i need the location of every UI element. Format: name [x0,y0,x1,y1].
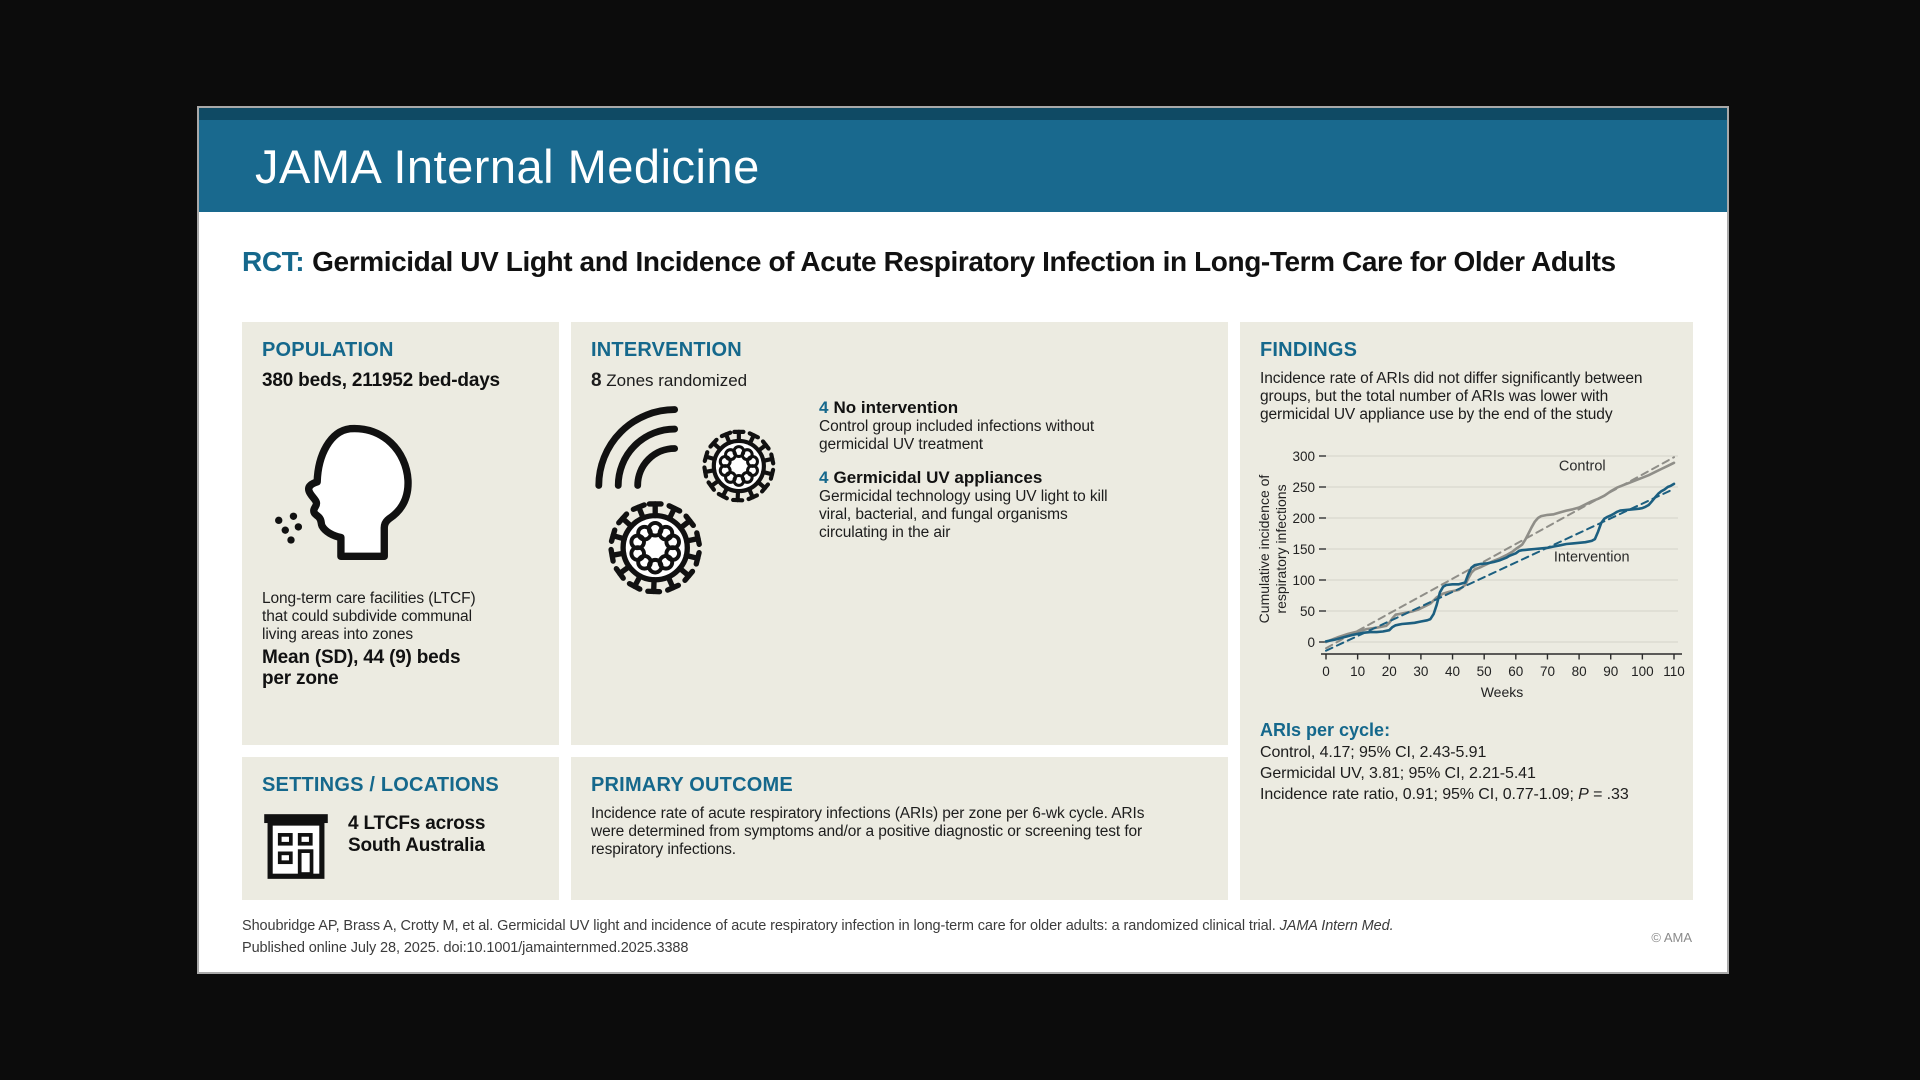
svg-text:150: 150 [1292,541,1315,557]
svg-text:Intervention: Intervention [1553,549,1630,566]
svg-text:40: 40 [1445,663,1461,679]
aris-germicidal: Germicidal UV, 3.81; 95% CI, 2.21-5.41 [1260,764,1536,782]
population-heading: POPULATION [262,339,394,361]
population-description: Long-term care facilities (LTCF) that could subdivide communal living areas into zones [262,590,476,643]
svg-text:80: 80 [1571,663,1587,679]
intervention-heading: INTERVENTION [591,339,742,361]
findings-heading: FINDINGS [1260,339,1358,361]
head-silhouette-exhaling-icon [264,402,539,588]
svg-text:50: 50 [1299,603,1315,619]
settings-stat-line2: South Australia [348,834,485,856]
uv-waves-icon [599,410,675,486]
population-panel [242,322,559,745]
citation-text: Shoubridge AP, Brass A, Crotty M, et al. Germicidal UV light and incidence of acute respiratory infection in long-term care for older adults: a randomized clinical trial. [242,918,1280,934]
svg-text:0: 0 [1322,663,1330,679]
virus-icon-small [704,432,773,500]
article-title [242,246,1684,278]
arm-no-intervention [819,398,1109,454]
citation-journal: JAMA Intern Med. [1279,918,1394,934]
intervention-panel [571,322,1228,745]
citation-doi: Published online July 28, 2025. doi:10.1001/jamainternmed.2025.3388 [242,939,689,956]
svg-text:respiratory infections: respiratory infections [1273,484,1289,614]
svg-text:250: 250 [1292,479,1315,495]
svg-text:200: 200 [1292,510,1315,526]
settings-heading: SETTINGS / LOCATIONS [262,774,499,796]
arm-count: 4 [819,398,829,417]
arm-description: Germicidal technology using UV light to kill viral, bacterial, and fungal organisms circulating in the air [819,487,1108,541]
svg-text:90: 90 [1603,663,1619,679]
journal-logo: JAMA Internal Medicine [255,139,760,193]
svg-text:Control: Control [1558,458,1606,475]
findings-summary: Incidence rate of ARIs did not differ significantly between groups, but the total number of ARIs was lower with germicidal UV appliance use by the end of the study [1260,370,1643,423]
svg-text:50: 50 [1476,663,1492,679]
citation [242,916,1532,960]
settings-stat-line1: 4 LTCFs across [348,813,486,834]
aris-per-cycle-block [1260,720,1673,805]
arm-count: 4 [819,467,829,487]
rct-tag: RCT: [242,246,305,277]
findings-panel [1240,322,1693,900]
aris-heading: ARIs per cycle: [1260,719,1391,740]
visual-abstract-card [197,106,1729,974]
population-mean: Mean (SD), 44 (9) beds per zone [262,646,461,689]
cumulative-incidence-chart [1254,438,1685,704]
p-value-symbol: P [1578,785,1589,803]
primary-outcome-text: Incidence rate of acute respiratory infections (ARIs) per zone per 6-wk cycle. ARIs were determined from symptoms and/or a positive diagnostic or screening test for respiratory infections. [591,805,1145,858]
p-value: = .33 [1588,785,1629,803]
footer [242,916,1692,960]
svg-text:Weeks: Weeks [1480,683,1524,700]
arm-description: Control group included infections without germicidal UV treatment [819,418,1095,453]
building-icon [262,805,330,881]
svg-text:60: 60 [1508,663,1524,679]
settings-stat [348,805,485,857]
arm-label: Germicidal UV appliances [833,467,1043,487]
primary-outcome-panel [571,757,1228,900]
svg-text:Cumulative incidence of: Cumulative incidence of [1256,474,1272,624]
svg-text:0: 0 [1307,634,1315,650]
svg-text:10: 10 [1350,663,1366,679]
svg-text:100: 100 [1292,572,1315,588]
virus-icon-large [611,504,699,592]
svg-text:110: 110 [1663,663,1685,679]
copyright: © AMA [1651,930,1692,945]
population-stat: 380 beds, 211952 bed-days [262,370,500,391]
aris-control: Control, 4.17; 95% CI, 2.43-5.91 [1260,743,1487,761]
svg-text:300: 300 [1292,448,1315,464]
primary-outcome-heading: PRIMARY OUTCOME [591,774,793,796]
title-text: Germicidal UV Light and Incidence of Acute Respiratory Infection in Long-Term Care for Older Adults [312,246,1616,277]
settings-panel [242,757,559,900]
aris-ratio-text: Incidence rate ratio, 0.91; 95% CI, 0.77-1.09; [1260,785,1579,803]
zones-label: Zones randomized [601,371,748,390]
svg-text:30: 30 [1413,663,1429,679]
svg-text:70: 70 [1539,663,1555,679]
uv-waves-and-virus-icon [591,398,805,606]
panel-grid [242,322,1692,900]
svg-text:100: 100 [1631,663,1654,679]
arm-label: No intervention [833,398,959,417]
arm-germicidal-uv [819,468,1109,542]
svg-text:20: 20 [1381,663,1397,679]
zones-randomized [591,370,1208,392]
zones-count: 8 [591,370,602,391]
journal-masthead [199,108,1727,212]
aris-ratio [1260,785,1673,806]
